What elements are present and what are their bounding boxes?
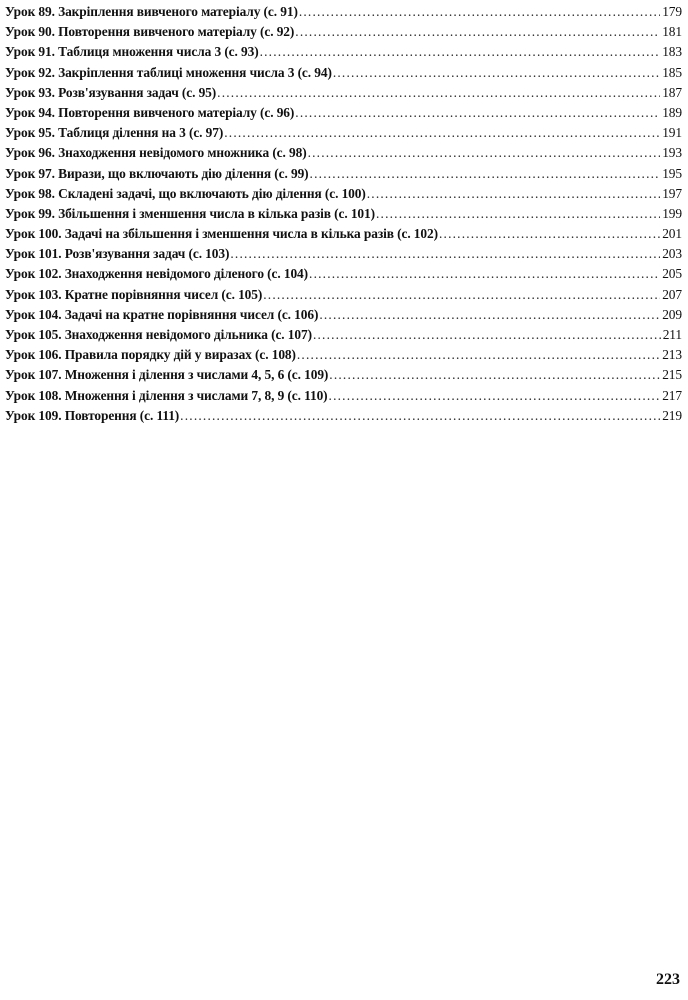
toc-entry-page: 203 — [662, 246, 682, 262]
dot-leader — [263, 287, 660, 303]
dot-leader — [180, 408, 660, 424]
toc-entry-title: Урок 109. Повторення (с. 111) — [5, 407, 180, 423]
toc-entry-lesson-94 — [5, 105, 682, 125]
toc-entry-title: Урок 97. Вирази, що включають дію ділення (с. 99) — [5, 165, 309, 181]
toc-entry-title: Урок 92. Закріплення таблиці множення числа 3 (с. 94) — [5, 64, 332, 80]
toc-entry-page: 217 — [662, 387, 682, 403]
dot-leader — [333, 65, 660, 81]
toc-entry-page: 215 — [662, 367, 682, 383]
dot-leader — [376, 206, 660, 222]
toc-entry-title: Урок 90. Повторення вивченого матеріалу (с. 92) — [5, 24, 295, 40]
toc-entry-title: Урок 89. Закріплення вивченого матеріалу (с. 91) — [5, 4, 298, 19]
toc-entry-title: Урок 101. Розв'язування задач (с. 103) — [5, 246, 230, 262]
toc-entry-lesson-96 — [5, 145, 682, 165]
toc-entry-page: 197 — [662, 185, 682, 201]
dot-leader — [224, 125, 660, 141]
toc-entry-title: Урок 108. Множення і ділення з числами 7, 8, 9 (с. 110) — [5, 387, 328, 403]
toc-entry-title: Урок 107. Множення і ділення з числами 4, 5, 6 (с. 109) — [5, 367, 329, 383]
toc-entry-lesson-108 — [5, 388, 682, 408]
toc-entry-lesson-99 — [5, 206, 682, 226]
toc-entry-page: 209 — [662, 306, 682, 322]
toc-entry-lesson-90 — [5, 24, 682, 44]
toc-entry-title: Урок 94. Повторення вивченого матеріалу (с. 96) — [5, 104, 295, 120]
dot-leader — [297, 347, 660, 363]
dot-leader — [230, 246, 660, 262]
toc-entry-lesson-97 — [5, 166, 682, 186]
dot-leader — [367, 186, 660, 202]
toc-entry-page: 213 — [662, 347, 682, 363]
toc-entry-page: 219 — [662, 407, 682, 423]
toc-entry-title: Урок 96. Знаходження невідомого множника (с. 98) — [5, 145, 307, 161]
toc-entry-page: 211 — [662, 327, 682, 342]
toc-entry-lesson-107 — [5, 367, 682, 387]
dot-leader — [295, 105, 660, 121]
toc-entry-lesson-95 — [5, 125, 682, 145]
dot-leader — [329, 367, 660, 383]
toc-entry-page: 183 — [662, 44, 682, 60]
toc-entry-title: Урок 91. Таблиця множення числа 3 (с. 93) — [5, 44, 259, 60]
dot-leader — [310, 166, 661, 182]
toc-entry-page: 193 — [662, 145, 682, 161]
toc-entry-title: Урок 105. Знаходження невідомого дільника (с. 107) — [5, 327, 312, 342]
toc-entry-page: 195 — [662, 165, 682, 181]
toc-entry-page: 199 — [662, 205, 682, 221]
toc-entry-page: 207 — [662, 286, 682, 302]
toc-entry-page: 179 — [662, 4, 682, 19]
dot-leader — [319, 307, 660, 323]
toc-entry-page: 187 — [662, 84, 682, 100]
toc-entry-lesson-101 — [5, 246, 682, 266]
toc-entry-lesson-100 — [5, 226, 682, 246]
dot-leader — [329, 388, 661, 404]
dot-leader — [313, 327, 661, 343]
toc-entry-page: 181 — [662, 24, 682, 40]
dot-leader — [299, 4, 660, 20]
toc-entry-title: Урок 106. Правила порядку дій у виразах (с. 108) — [5, 347, 296, 363]
toc-entry-lesson-106 — [5, 347, 682, 367]
toc-entry-page: 201 — [662, 226, 682, 242]
toc-entry-lesson-102 — [5, 266, 682, 286]
toc-entry-lesson-104 — [5, 307, 682, 327]
toc-entry-page: 189 — [662, 104, 682, 120]
toc-entry-title: Урок 102. Знаходження невідомого діленого (с. 104) — [5, 266, 309, 282]
toc-entry-title: Урок 98. Складені задачі, що включають дію ділення (с. 100) — [5, 185, 366, 201]
toc-entry-lesson-89 — [5, 4, 682, 24]
toc-entry-page: 191 — [662, 125, 682, 141]
toc-entry-lesson-105 — [5, 327, 682, 347]
dot-leader — [439, 226, 660, 242]
toc-entry-lesson-91 — [5, 44, 682, 64]
toc-entry-lesson-103 — [5, 287, 682, 307]
toc-entry-title: Урок 95. Таблиця ділення на 3 (с. 97) — [5, 125, 224, 141]
toc-entry-title: Урок 104. Задачі на кратне порівняння чисел (с. 106) — [5, 306, 319, 322]
toc-entry-page: 205 — [662, 266, 682, 282]
toc-entry-lesson-98 — [5, 186, 682, 206]
toc-entry-title: Урок 99. Збільшення і зменшення числа в кілька разів (с. 101) — [5, 205, 375, 221]
page-number: 223 — [656, 971, 680, 988]
dot-leader — [309, 266, 660, 282]
toc-entry-lesson-92 — [5, 65, 682, 85]
toc-entry-title: Урок 103. Кратне порівняння чисел (с. 105) — [5, 286, 263, 302]
dot-leader — [260, 44, 661, 60]
table-of-contents — [5, 4, 682, 428]
toc-entry-page: 185 — [662, 64, 682, 80]
toc-entry-title: Урок 93. Розв'язування задач (с. 95) — [5, 84, 217, 100]
toc-entry-title: Урок 100. Задачі на збільшення і зменшення числа в кілька разів (с. 102) — [5, 226, 438, 242]
dot-leader — [217, 85, 660, 101]
toc-entry-lesson-93 — [5, 85, 682, 105]
toc-entry-lesson-109 — [5, 408, 682, 428]
dot-leader — [308, 145, 661, 161]
dot-leader — [295, 24, 660, 40]
